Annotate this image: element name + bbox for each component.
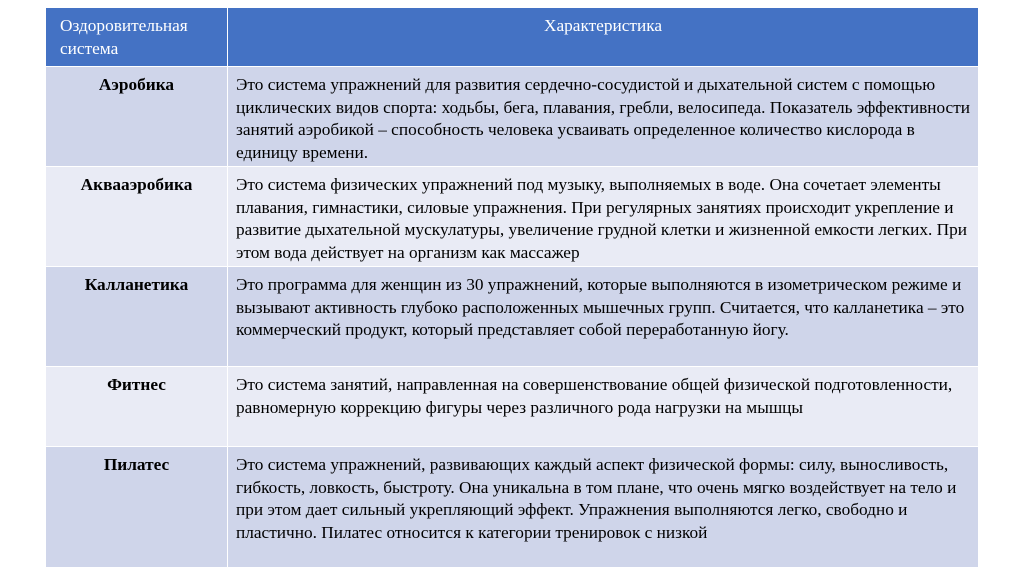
system-description: Это программа для женщин из 30 упражнений, которые выполняются в изометрическом режиме и вызывают активность глубоко расположенных мышечных групп. Считается, что калланетика – это коммерческий продукт, который представляет собой переработанную йогу. (228, 267, 979, 367)
table-row (46, 367, 979, 447)
system-description: Это система занятий, направленная на совершенствование общей физической подготовленности, равномерную коррекцию фигуры через различного рода нагрузки на мышцы (228, 367, 979, 447)
header-characteristic: Характеристика (228, 8, 979, 67)
health-systems-table-container (45, 7, 978, 567)
system-name: Пилатес (46, 447, 228, 568)
header-system: Оздоровительная система (46, 8, 228, 67)
system-name: Аквааэробика (46, 167, 228, 267)
table-header (46, 8, 979, 67)
system-name: Фитнес (46, 367, 228, 447)
table-row (46, 267, 979, 367)
health-systems-table (45, 7, 979, 568)
table-row (46, 167, 979, 267)
system-name: Калланетика (46, 267, 228, 367)
header-row (46, 8, 979, 67)
table-row (46, 447, 979, 568)
system-description: Это система упражнений для развития сердечно-сосудистой и дыхательной систем с помощью циклических видов спорта: ходьбы, бега, плавания, гребли, велосипеда. Показатель эффективности занятий аэробикой – способность человека усваивать определенное количество кислорода в единицу времени. (228, 67, 979, 167)
system-name: Аэробика (46, 67, 228, 167)
system-description: Это система физических упражнений под музыку, выполняемых в воде. Она сочетает элементы плавания, гимнастики, силовые упражнения. При регулярных занятиях происходит укрепление и развитие дыхательной мускулатуры, увеличение грудной клетки и жизненной емкости легких. При этом вода действует на организм как массажер (228, 167, 979, 267)
system-description: Это система упражнений, развивающих каждый аспект физической формы: силу, выносливость, гибкость, ловкость, быстроту. Она уникальна в том плане, что очень мягко воздействует на тело и при этом дает сильный укрепляющий эффект. Упражнения выполняются легко, свободно и пластично. Пилатес относится к категории тренировок с низкой (228, 447, 979, 568)
table-row (46, 67, 979, 167)
table-body (46, 67, 979, 568)
